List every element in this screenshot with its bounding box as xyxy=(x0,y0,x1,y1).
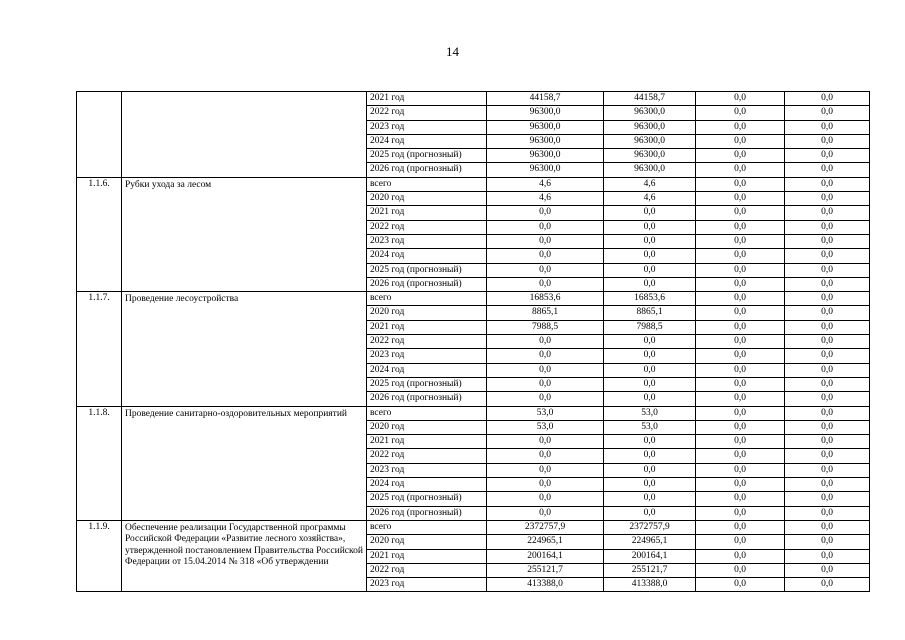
period-cell: 2023 год xyxy=(367,578,487,592)
value-cell: 96300,0 xyxy=(487,106,604,120)
item-name: Рубки ухода за лесом xyxy=(122,177,367,291)
value-cell: 0,0 xyxy=(487,492,604,506)
value-cell: 0,0 xyxy=(604,220,696,234)
period-cell: 2021 год xyxy=(367,435,487,449)
value-cell: 0,0 xyxy=(487,220,604,234)
value-cell: 0,0 xyxy=(696,177,785,191)
value-cell: 0,0 xyxy=(487,249,604,263)
value-cell: 0,0 xyxy=(785,249,870,263)
value-cell: 0,0 xyxy=(696,478,785,492)
value-cell: 8865,1 xyxy=(487,306,604,320)
value-cell: 7988,5 xyxy=(604,320,696,334)
value-cell: 0,0 xyxy=(604,492,696,506)
value-cell: 96300,0 xyxy=(604,163,696,177)
value-cell: 0,0 xyxy=(785,449,870,463)
period-cell: 2026 год (прогнозный) xyxy=(367,163,487,177)
value-cell: 96300,0 xyxy=(604,106,696,120)
value-cell: 0,0 xyxy=(696,335,785,349)
value-cell: 0,0 xyxy=(785,349,870,363)
period-cell: 2025 год (прогнозный) xyxy=(367,377,487,391)
value-cell: 0,0 xyxy=(696,563,785,577)
value-cell: 0,0 xyxy=(696,220,785,234)
value-cell: 96300,0 xyxy=(487,149,604,163)
value-cell: 0,0 xyxy=(696,406,785,420)
value-cell: 0,0 xyxy=(696,435,785,449)
value-cell: 0,0 xyxy=(604,478,696,492)
value-cell: 0,0 xyxy=(785,406,870,420)
value-cell: 0,0 xyxy=(487,435,604,449)
value-cell: 0,0 xyxy=(696,120,785,134)
value-cell: 0,0 xyxy=(785,435,870,449)
value-cell: 255121,7 xyxy=(487,563,604,577)
period-cell: 2020 год xyxy=(367,535,487,549)
value-cell: 0,0 xyxy=(785,335,870,349)
period-cell: 2023 год xyxy=(367,349,487,363)
value-cell: 0,0 xyxy=(696,449,785,463)
value-cell: 53,0 xyxy=(487,406,604,420)
period-cell: 2023 год xyxy=(367,463,487,477)
value-cell: 0,0 xyxy=(487,277,604,291)
value-cell: 0,0 xyxy=(696,506,785,520)
value-cell: 0,0 xyxy=(604,435,696,449)
period-cell: 2021 год xyxy=(367,206,487,220)
period-cell: 2020 год xyxy=(367,420,487,434)
value-cell: 0,0 xyxy=(487,363,604,377)
value-cell: 0,0 xyxy=(696,349,785,363)
value-cell: 96300,0 xyxy=(604,120,696,134)
value-cell: 0,0 xyxy=(487,478,604,492)
value-cell: 0,0 xyxy=(487,234,604,248)
period-cell: 2022 год xyxy=(367,106,487,120)
period-cell: 2023 год xyxy=(367,120,487,134)
value-cell: 96300,0 xyxy=(487,120,604,134)
value-cell: 0,0 xyxy=(785,134,870,148)
period-cell: 2026 год (прогнозный) xyxy=(367,392,487,406)
value-cell: 0,0 xyxy=(785,234,870,248)
value-cell: 224965,1 xyxy=(604,535,696,549)
value-cell: 0,0 xyxy=(696,134,785,148)
value-cell: 0,0 xyxy=(604,249,696,263)
period-cell: 2026 год (прогнозный) xyxy=(367,277,487,291)
value-cell: 0,0 xyxy=(696,277,785,291)
period-cell: 2021 год xyxy=(367,549,487,563)
value-cell: 0,0 xyxy=(604,206,696,220)
period-cell: 2021 год xyxy=(367,92,487,106)
item-number: 1.1.7. xyxy=(77,292,122,406)
period-cell: 2024 год xyxy=(367,249,487,263)
value-cell: 96300,0 xyxy=(487,134,604,148)
value-cell: 224965,1 xyxy=(487,535,604,549)
value-cell: 0,0 xyxy=(785,492,870,506)
value-cell: 0,0 xyxy=(785,149,870,163)
value-cell: 0,0 xyxy=(487,263,604,277)
value-cell: 0,0 xyxy=(785,420,870,434)
value-cell: 0,0 xyxy=(696,492,785,506)
value-cell: 0,0 xyxy=(604,449,696,463)
value-cell: 2372757,9 xyxy=(487,520,604,534)
value-cell: 0,0 xyxy=(487,392,604,406)
period-cell: 2025 год (прогнозный) xyxy=(367,149,487,163)
value-cell: 4,6 xyxy=(487,192,604,206)
page-number: 14 xyxy=(446,44,459,59)
value-cell: 0,0 xyxy=(696,420,785,434)
value-cell: 0,0 xyxy=(785,463,870,477)
value-cell: 0,0 xyxy=(785,306,870,320)
value-cell: 0,0 xyxy=(696,363,785,377)
period-cell: 2021 год xyxy=(367,320,487,334)
period-cell: 2025 год (прогнозный) xyxy=(367,492,487,506)
period-cell: 2022 год xyxy=(367,449,487,463)
value-cell: 0,0 xyxy=(696,377,785,391)
value-cell: 0,0 xyxy=(604,392,696,406)
value-cell: 0,0 xyxy=(785,392,870,406)
period-cell: всего xyxy=(367,406,487,420)
table-row xyxy=(77,292,870,306)
period-cell: всего xyxy=(367,177,487,191)
value-cell: 0,0 xyxy=(785,320,870,334)
item-number: 1.1.8. xyxy=(77,406,122,520)
value-cell: 0,0 xyxy=(696,163,785,177)
value-cell: 0,0 xyxy=(785,277,870,291)
value-cell: 413388,0 xyxy=(487,578,604,592)
value-cell: 0,0 xyxy=(785,177,870,191)
value-cell: 0,0 xyxy=(696,520,785,534)
value-cell: 0,0 xyxy=(785,263,870,277)
value-cell: 0,0 xyxy=(785,478,870,492)
item-number: 1.1.6. xyxy=(77,177,122,291)
value-cell: 0,0 xyxy=(604,263,696,277)
value-cell: 0,0 xyxy=(785,120,870,134)
value-cell: 0,0 xyxy=(785,220,870,234)
period-cell: 2023 год xyxy=(367,234,487,248)
value-cell: 0,0 xyxy=(785,92,870,106)
value-cell: 0,0 xyxy=(785,106,870,120)
item-number: 1.1.9. xyxy=(77,520,122,591)
value-cell: 4,6 xyxy=(604,177,696,191)
value-cell: 255121,7 xyxy=(604,563,696,577)
value-cell: 0,0 xyxy=(604,335,696,349)
value-cell: 0,0 xyxy=(604,277,696,291)
value-cell: 200164,1 xyxy=(604,549,696,563)
item-name: Проведение лесоустройства xyxy=(122,292,367,406)
value-cell: 0,0 xyxy=(487,463,604,477)
budget-table-body xyxy=(77,92,870,592)
value-cell: 0,0 xyxy=(604,506,696,520)
value-cell: 96300,0 xyxy=(604,134,696,148)
period-cell: 2020 год xyxy=(367,192,487,206)
period-cell: 2024 год xyxy=(367,478,487,492)
value-cell: 16853,6 xyxy=(487,292,604,306)
value-cell: 0,0 xyxy=(487,335,604,349)
value-cell: 0,0 xyxy=(696,149,785,163)
value-cell: 0,0 xyxy=(696,249,785,263)
item-name xyxy=(122,92,367,178)
period-cell: 2026 год (прогнозный) xyxy=(367,506,487,520)
value-cell: 0,0 xyxy=(696,92,785,106)
value-cell: 0,0 xyxy=(696,192,785,206)
value-cell: 0,0 xyxy=(785,377,870,391)
item-name: Обеспечение реализации Государственной программы Российской Федерации «Развитие лесного хозяйства», утвержденной постановлением Правительства Российской Федерации от 15.04.2014 № 318 «Об утверждении xyxy=(122,520,367,591)
value-cell: 0,0 xyxy=(487,206,604,220)
value-cell: 0,0 xyxy=(785,363,870,377)
value-cell: 53,0 xyxy=(604,406,696,420)
value-cell: 0,0 xyxy=(696,292,785,306)
value-cell: 0,0 xyxy=(604,463,696,477)
value-cell: 0,0 xyxy=(785,549,870,563)
period-cell: всего xyxy=(367,292,487,306)
value-cell: 0,0 xyxy=(785,506,870,520)
value-cell: 0,0 xyxy=(696,578,785,592)
value-cell: 96300,0 xyxy=(487,163,604,177)
value-cell: 0,0 xyxy=(785,192,870,206)
budget-table xyxy=(76,91,870,592)
value-cell: 0,0 xyxy=(487,506,604,520)
value-cell: 413388,0 xyxy=(604,578,696,592)
value-cell: 0,0 xyxy=(785,578,870,592)
value-cell: 53,0 xyxy=(604,420,696,434)
period-cell: 2022 год xyxy=(367,563,487,577)
period-cell: 2025 год (прогнозный) xyxy=(367,263,487,277)
value-cell: 0,0 xyxy=(785,206,870,220)
value-cell: 8865,1 xyxy=(604,306,696,320)
value-cell: 2372757,9 xyxy=(604,520,696,534)
value-cell: 0,0 xyxy=(604,234,696,248)
table-row xyxy=(77,520,870,534)
value-cell: 53,0 xyxy=(487,420,604,434)
item-name: Проведение санитарно-оздоровительных мероприятий xyxy=(122,406,367,520)
value-cell: 0,0 xyxy=(604,349,696,363)
table-row xyxy=(77,177,870,191)
period-cell: 2022 год xyxy=(367,335,487,349)
value-cell: 0,0 xyxy=(696,263,785,277)
value-cell: 4,6 xyxy=(604,192,696,206)
value-cell: 44158,7 xyxy=(604,92,696,106)
value-cell: 16853,6 xyxy=(604,292,696,306)
value-cell: 0,0 xyxy=(696,463,785,477)
period-cell: всего xyxy=(367,520,487,534)
value-cell: 0,0 xyxy=(785,292,870,306)
value-cell: 0,0 xyxy=(785,520,870,534)
period-cell: 2020 год xyxy=(367,306,487,320)
value-cell: 0,0 xyxy=(785,535,870,549)
value-cell: 0,0 xyxy=(696,306,785,320)
period-cell: 2022 год xyxy=(367,220,487,234)
value-cell: 0,0 xyxy=(604,377,696,391)
value-cell: 0,0 xyxy=(696,320,785,334)
value-cell: 0,0 xyxy=(785,163,870,177)
table-row xyxy=(77,92,870,106)
item-number xyxy=(77,92,122,178)
value-cell: 0,0 xyxy=(604,363,696,377)
value-cell: 0,0 xyxy=(696,535,785,549)
value-cell: 7988,5 xyxy=(487,320,604,334)
value-cell: 44158,7 xyxy=(487,92,604,106)
table-row xyxy=(77,406,870,420)
value-cell: 0,0 xyxy=(487,349,604,363)
value-cell: 0,0 xyxy=(785,563,870,577)
value-cell: 0,0 xyxy=(696,392,785,406)
value-cell: 200164,1 xyxy=(487,549,604,563)
value-cell: 0,0 xyxy=(696,206,785,220)
value-cell: 96300,0 xyxy=(604,149,696,163)
period-cell: 2024 год xyxy=(367,363,487,377)
value-cell: 0,0 xyxy=(487,449,604,463)
value-cell: 0,0 xyxy=(696,106,785,120)
value-cell: 0,0 xyxy=(696,549,785,563)
value-cell: 4,6 xyxy=(487,177,604,191)
value-cell: 0,0 xyxy=(487,377,604,391)
period-cell: 2024 год xyxy=(367,134,487,148)
value-cell: 0,0 xyxy=(696,234,785,248)
